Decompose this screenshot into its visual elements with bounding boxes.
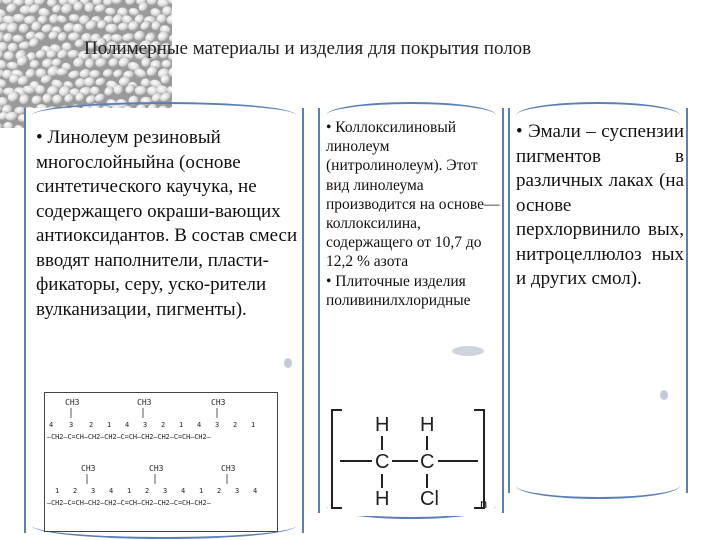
repeat-n: n [480, 496, 488, 511]
scroll-top-curl [326, 102, 496, 118]
scroll-top-curl [516, 102, 680, 118]
atom-c: C [420, 451, 435, 473]
svg-text:2: 2 [73, 487, 78, 495]
svg-text:2: 2 [161, 421, 166, 429]
sub-ch3: CH3 [65, 398, 80, 407]
svg-text:3: 3 [235, 487, 240, 495]
atom-h: H [420, 414, 435, 436]
sub-ch3: CH3 [137, 398, 152, 407]
svg-text:1: 1 [107, 421, 112, 429]
decor-dot [660, 390, 668, 400]
svg-text:3: 3 [69, 421, 74, 429]
card-enamels [508, 108, 688, 493]
rubber-row1 [47, 398, 255, 441]
sub-ch3: CH3 [149, 464, 164, 473]
position-numbers: 1 [55, 487, 60, 495]
card2-text-colloxylin: • Коллоксилиновый линолеум (нитролинолеум). Этот вид линолеума производится на основе— коллоксилина, содержащего от 10,7 до 12,2 % азота [326, 119, 500, 271]
svg-text:1: 1 [179, 421, 184, 429]
pvc-formula-svg [328, 404, 494, 516]
atom-h: H [375, 414, 390, 436]
sub-ch3: CH3 [211, 398, 226, 407]
svg-text:4: 4 [197, 421, 202, 429]
svg-text:2: 2 [217, 487, 222, 495]
svg-text:3: 3 [215, 421, 220, 429]
card1-text: • Линолеум резиновый многослойныйна (основе синтетического каучука, не содержащего окраши-вающих антиоксидантов. В состав смеси вводят наполнители, пласти-фикаторы, серу, уско-рители вулканизации, пигменты). [36, 127, 298, 320]
svg-text:1: 1 [127, 487, 132, 495]
svg-text:1: 1 [251, 421, 256, 429]
atom-h: H [375, 488, 390, 510]
svg-text:4: 4 [181, 487, 186, 495]
rubber-chain-1: —CH2—C=CH—CH2—CH2—C=CH—CH2—CH2—C=CH—CH2— [47, 433, 211, 441]
page-title: Полимерные материалы и изделия для покрытия полов [84, 38, 532, 59]
svg-text:3: 3 [163, 487, 168, 495]
card2-text-pvc-tiles: • Плиточные изделия поливинилхлоридные [326, 272, 471, 309]
svg-text:4: 4 [109, 487, 114, 495]
svg-text:4: 4 [253, 487, 258, 495]
rubber-structural-formula [44, 392, 278, 532]
svg-text:4: 4 [125, 421, 130, 429]
svg-text:3: 3 [143, 421, 148, 429]
sub-ch3: CH3 [81, 464, 96, 473]
atom-cl: Cl [420, 488, 439, 510]
rubber-formula-svg [45, 393, 277, 531]
svg-text:2: 2 [89, 421, 94, 429]
scroll-bottom-curl [516, 483, 680, 499]
rubber-chain-2: —CH2—C=CH—CH2—CH2—C=CH—CH2—CH2—C=CH—CH2— [47, 499, 211, 507]
card3-text: • Эмали – суспензии пигментов в различных лаках (на основе перхлорвинило вых, нитроцеллюлоз ных и других смол). [516, 121, 684, 289]
svg-text:2: 2 [233, 421, 238, 429]
decor-oval [452, 346, 484, 356]
svg-text:1: 1 [199, 487, 204, 495]
svg-text:2: 2 [145, 487, 150, 495]
svg-text:3: 3 [91, 487, 96, 495]
pvc-structural-formula [328, 404, 494, 516]
decor-dot [284, 358, 292, 368]
position-numbers: 4 [49, 421, 64, 429]
rubber-row2 [47, 464, 257, 507]
sub-ch3: CH3 [221, 464, 236, 473]
atom-c: C [375, 451, 390, 473]
